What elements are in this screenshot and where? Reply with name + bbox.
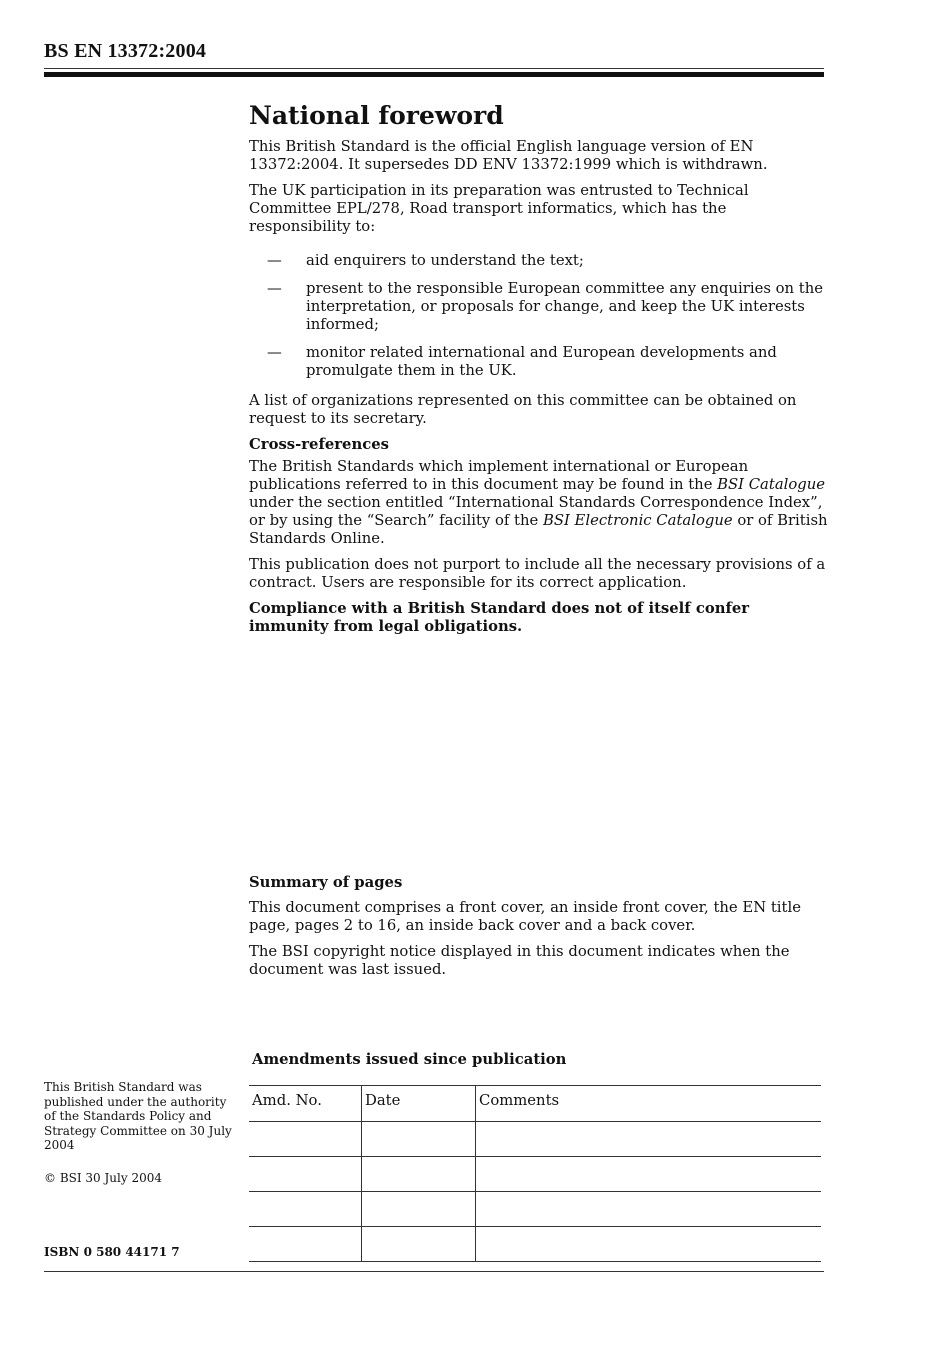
- column-header-date: Date: [362, 1086, 476, 1122]
- table-cell: [249, 1192, 362, 1227]
- table-cell: [249, 1122, 362, 1157]
- page-title: National foreword: [249, 101, 504, 130]
- table-row: [249, 1157, 821, 1192]
- table-row: [249, 1192, 821, 1227]
- table-cell: [476, 1122, 822, 1157]
- copyright-notice-paragraph: The BSI copyright notice displayed in this document indicates when the document was last issued.: [249, 943, 790, 978]
- authority-note: This British Standard was published under the authority of the Standards Policy and Strategy Committee on 30 July 2004: [44, 1080, 232, 1152]
- table-header-row: [249, 1086, 821, 1122]
- summary-heading: Summary of pages: [249, 874, 403, 891]
- table-cell: [476, 1192, 822, 1227]
- crossref-text: The British Standards which implement international or European publications referred to in this document may be found in the: [249, 458, 749, 493]
- bsi-catalogue-title: BSI Catalogue: [717, 476, 826, 493]
- dash-marker: —: [267, 280, 282, 297]
- header-thick-rule: [44, 72, 824, 77]
- crossref-text: or of British Standards Online.: [249, 512, 828, 547]
- list-item: [249, 280, 829, 334]
- intro-paragraph: This British Standard is the official English language version of EN 13372:2004. It supersedes DD ENV 13372:1999 which is withdrawn.: [249, 138, 768, 173]
- compliance-statement: Compliance with a British Standard does not of itself confer immunity from legal obligations.: [249, 600, 750, 635]
- summary-paragraph: This document comprises a front cover, an inside front cover, the EN title page, pages 2 to 16, an inside back cover and a back cover.: [249, 899, 801, 934]
- dash-marker: —: [267, 344, 282, 361]
- table-cell: [362, 1122, 476, 1157]
- header-thin-rule: [44, 68, 824, 69]
- list-item-text: present to the responsible European committee any enquiries on the interpretation, or proposals for change, and keep the UK interests informed;: [306, 280, 824, 333]
- amendments-table: [249, 1085, 821, 1262]
- dash-marker: —: [267, 252, 282, 269]
- list-item-text: monitor related international and European developments and promulgate them in the UK.: [306, 344, 777, 379]
- publication-sidebar: [44, 1080, 234, 1185]
- summary-of-pages-section: [249, 874, 829, 987]
- list-item: [249, 344, 829, 380]
- isbn-number: ISBN 0 580 44171 7: [44, 1245, 180, 1259]
- amendments-title: Amendments issued since publication: [252, 1051, 567, 1068]
- national-foreword-section: [249, 100, 829, 644]
- table-cell: [362, 1192, 476, 1227]
- table-cell: [362, 1157, 476, 1192]
- table-cell: [476, 1227, 822, 1262]
- table-cell: [249, 1227, 362, 1262]
- cross-references-heading: Cross-references: [249, 436, 389, 453]
- bsi-electronic-catalogue-title: BSI Electronic Catalogue: [542, 512, 733, 529]
- document-id: BS EN 13372:2004: [44, 40, 207, 62]
- footer-rule: [44, 1271, 824, 1272]
- table-row: [249, 1227, 821, 1262]
- column-header-comments: Comments: [476, 1086, 822, 1122]
- organizations-paragraph: A list of organizations represented on this committee can be obtained on request to its secretary.: [249, 392, 797, 427]
- table-cell: [476, 1157, 822, 1192]
- table-cell: [249, 1157, 362, 1192]
- copyright-line: © BSI 30 July 2004: [44, 1170, 163, 1185]
- crossref-text: under the section entitled “International Standards Correspondence Index”, or by using the “Search” facility of the: [249, 494, 823, 529]
- contract-paragraph: This publication does not purport to include all the necessary provisions of a contract. Users are responsible for its correct application.: [249, 556, 826, 591]
- table-cell: [362, 1227, 476, 1262]
- column-header-amd-no: Amd. No.: [249, 1086, 362, 1122]
- cross-references-paragraph: [249, 458, 829, 548]
- responsibility-list: [249, 252, 829, 380]
- list-item-text: aid enquirers to understand the text;: [306, 252, 584, 269]
- committee-paragraph: The UK participation in its preparation was entrusted to Technical Committee EPL/278, Road transport informatics, which has the responsibility to:: [249, 182, 749, 235]
- list-item: [249, 252, 829, 270]
- table-row: [249, 1122, 821, 1157]
